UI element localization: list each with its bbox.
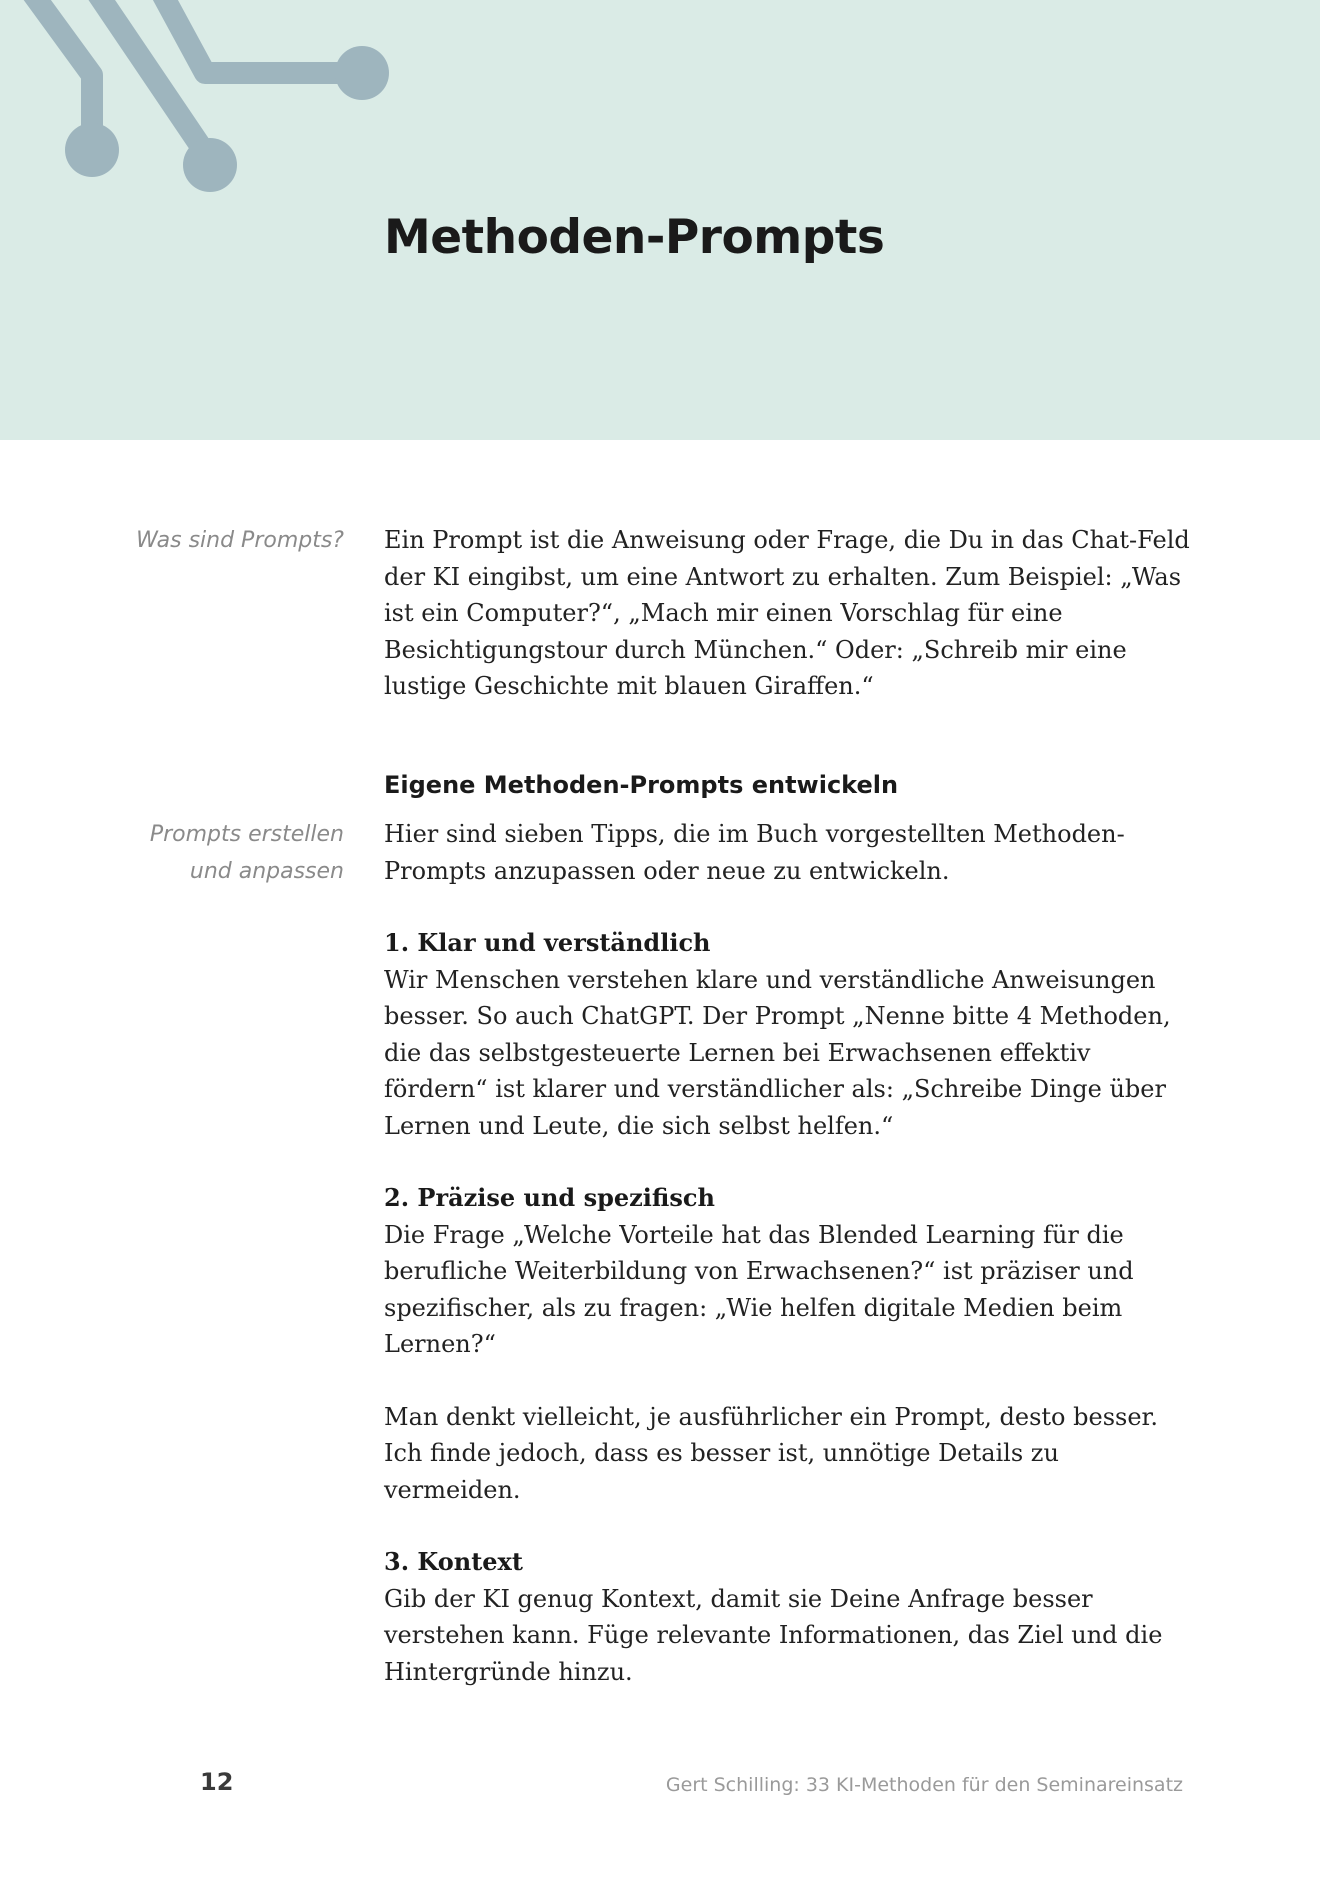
margin-note-what-are-prompts: Was sind Prompts? [136,528,344,553]
tip-extra-paragraph: Man denkt vielleicht, je ausführlicher ein Prompt, desto besser. Ich finde jedoch, dass es besser ist, unnötige Details zu vermeiden. [384,1402,1158,1504]
section-heading: Eigene Methoden-Prompts entwickeln [384,770,899,799]
tip-title: 2. Präzise und spezifisch [384,1183,715,1212]
page-title: Methoden-Prompts [384,210,885,265]
margin-note-line: und anpassen [189,859,344,884]
tip-text: Wir Menschen verstehen klare und verständliche Anweisungen besser. So auch ChatGPT. Der Prompt „Nenne bitte 4 Methoden, die das selbstgesteuerte Lernen bei Erwachsenen effektiv fördern“ ist klarer und verständlicher als: „Schreibe Dinge über Lernen und Leute, die sich selbst helfen.“ [384,965,1171,1140]
margin-note-create-prompts [104,816,344,890]
footer-book-credit: Gert Schilling: 33 KI-Methoden für den Seminareinsatz [665,1774,1183,1796]
intro-paragraph: Ein Prompt ist die Anweisung oder Frage, die Du in das Chat-Feld der KI eingibst, um eine Antwort zu erhalten. Zum Beispiel: „Was ist ein Computer?“, „Mach mir einen Vorschlag für eine Besichtigungstour durch München.“ Oder: „Schreib mir eine lustige Geschichte mit blauen Giraffen.“ [384,526,1190,700]
page-number: 12 [200,1768,234,1796]
circuit-lines-icon [0,0,420,200]
section-intro-paragraph: Hier sind sieben Tipps, die im Buch vorgestellten Methoden-Prompts anzupassen oder neue zu entwickeln. [384,820,1125,885]
tip-text: Gib der KI genug Kontext, damit sie Deine Anfrage besser verstehen kann. Füge relevante Informationen, das Ziel und die Hintergründe hinzu. [384,1584,1163,1686]
body-text [384,522,1194,1690]
tip-title: 3. Kontext [384,1547,523,1576]
tip-text: Die Frage „Welche Vorteile hat das Blended Learning für die berufliche Weiterbildung von Erwachsenen?“ ist präziser und spezifischer, als zu fragen: „Wie helfen digitale Medien beim Lernen?“ [384,1220,1134,1358]
tip-title: 1. Klar und verständlich [384,928,711,957]
margin-note-line: Prompts erstellen [149,822,344,847]
